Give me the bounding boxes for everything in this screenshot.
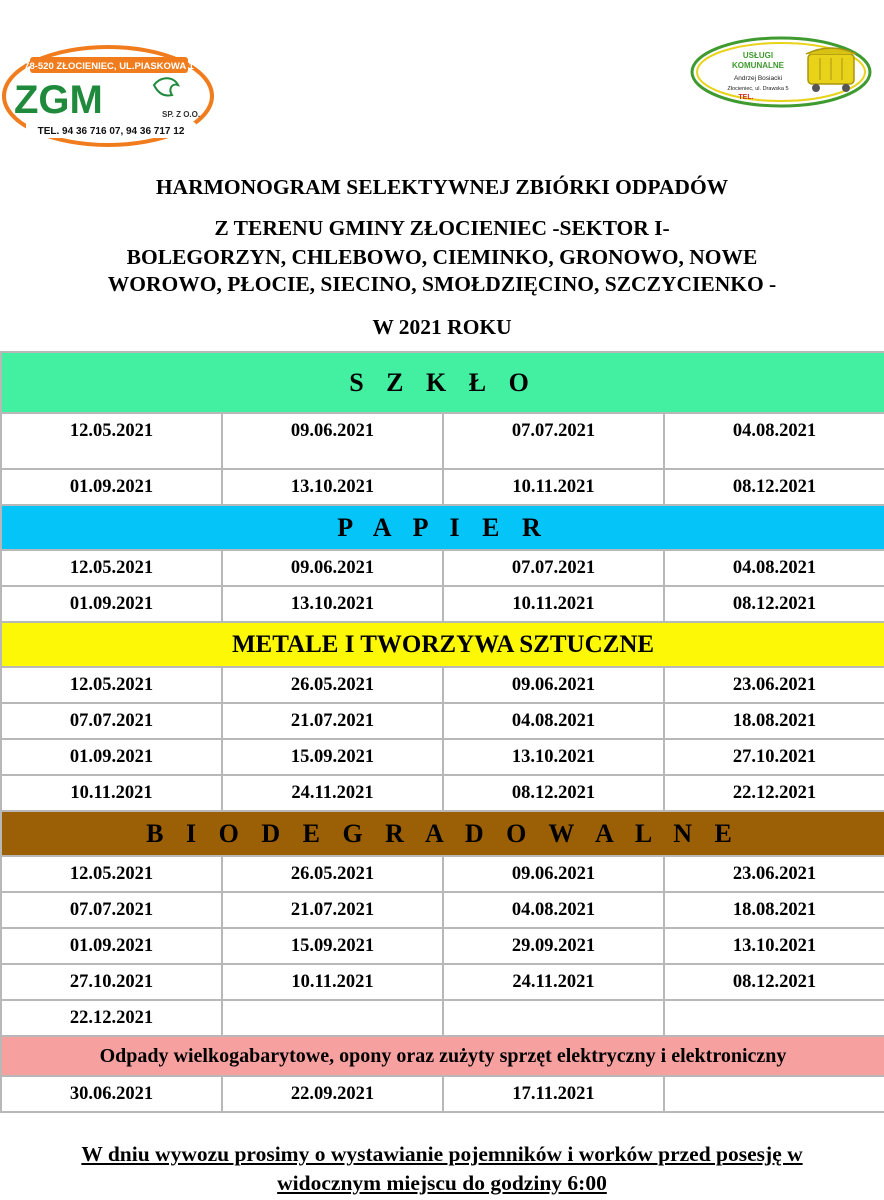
date-cell: 17.11.2021: [443, 1076, 664, 1112]
date-cell: 18.08.2021: [664, 703, 884, 739]
date-cell: 08.12.2021: [664, 469, 884, 505]
date-cell: 29.09.2021: [443, 928, 664, 964]
date-cell: 21.07.2021: [222, 703, 443, 739]
date-cell: 07.07.2021: [1, 892, 222, 928]
date-cell: 09.06.2021: [222, 550, 443, 586]
title-line-3: BOLEGORZYN, CHLEBOWO, CIEMINKO, GRONOWO, NOWE: [126, 245, 758, 269]
date-cell: 07.07.2021: [443, 413, 664, 469]
date-cell: [664, 1076, 884, 1112]
uslugi-komunalne-logo: [690, 36, 872, 108]
date-cell: 13.10.2021: [222, 586, 443, 622]
section-header-papier: P A P I E R: [1, 505, 884, 550]
date-cell: 22.09.2021: [222, 1076, 443, 1112]
date-cell: 09.06.2021: [222, 413, 443, 469]
date-cell: 24.11.2021: [222, 775, 443, 811]
date-cell: 01.09.2021: [1, 586, 222, 622]
date-cell: 04.08.2021: [443, 703, 664, 739]
date-cell: 22.12.2021: [664, 775, 884, 811]
footer-note: [0, 1140, 884, 1198]
date-cell: 23.06.2021: [664, 856, 884, 892]
date-cell: 21.07.2021: [222, 892, 443, 928]
zgm-phones: TEL. 94 36 716 07, 94 36 717 12: [37, 126, 185, 137]
date-cell: 12.05.2021: [1, 413, 222, 469]
section-header-wielkogabarytowe: Odpady wielkogabarytowe, opony oraz zużyty sprzęt elektryczny i elektroniczny: [1, 1036, 884, 1076]
date-cell: 09.06.2021: [443, 856, 664, 892]
date-cell: 04.08.2021: [443, 892, 664, 928]
logo-owner: Andrzej Bosiacki: [733, 75, 783, 82]
date-cell: 18.08.2021: [664, 892, 884, 928]
date-cell: 15.09.2021: [222, 739, 443, 775]
date-cell: 26.05.2021: [222, 856, 443, 892]
section-header-biodegradowalne: B I O D E G R A D O W A L N E: [1, 811, 884, 856]
date-cell: 23.06.2021: [664, 667, 884, 703]
date-cell: 10.11.2021: [443, 469, 664, 505]
title-line-1: HARMONOGRAM SELEKTYWNEJ ZBIÓRKI ODPADÓW: [155, 175, 729, 199]
date-cell: 27.10.2021: [664, 739, 884, 775]
date-cell: 07.07.2021: [443, 550, 664, 586]
date-cell: 12.05.2021: [1, 550, 222, 586]
date-cell: 10.11.2021: [222, 964, 443, 1000]
date-cell: 01.09.2021: [1, 928, 222, 964]
footer-line-2: widocznym miejscu do godziny 6:00: [277, 1171, 607, 1195]
section-header-metale: METALE I TWORZYWA SZTUCZNE: [1, 622, 884, 667]
date-cell: 26.05.2021: [222, 667, 443, 703]
date-cell: 13.10.2021: [443, 739, 664, 775]
zgm-logo: [2, 45, 214, 147]
logo-line2: KOMUNALNE: [732, 61, 784, 70]
logo-tel: TEL.: [738, 94, 754, 101]
date-cell: 08.12.2021: [664, 964, 884, 1000]
date-cell: 08.12.2021: [664, 586, 884, 622]
date-cell: 10.11.2021: [1, 775, 222, 811]
section-header-szklo: S Z K Ł O: [1, 352, 884, 413]
date-cell: 27.10.2021: [1, 964, 222, 1000]
zgm-suffix: SP. Z O.O.: [162, 110, 201, 119]
date-cell: [222, 1000, 443, 1036]
zgm-brand: ZGM: [14, 78, 103, 122]
date-cell: 24.11.2021: [443, 964, 664, 1000]
title-line-2: Z TERENU GMINY ZŁOCIENIEC -SEKTOR I-: [214, 216, 670, 240]
date-cell: 15.09.2021: [222, 928, 443, 964]
collection-schedule-table: [0, 351, 884, 1113]
date-cell: 04.08.2021: [664, 413, 884, 469]
date-cell: 12.05.2021: [1, 667, 222, 703]
date-cell: 07.07.2021: [1, 703, 222, 739]
logo-line1: USŁUGI: [742, 51, 774, 60]
date-cell: [443, 1000, 664, 1036]
date-cell: 10.11.2021: [443, 586, 664, 622]
date-cell: 12.05.2021: [1, 856, 222, 892]
date-cell: 13.10.2021: [664, 928, 884, 964]
date-cell: 22.12.2021: [1, 1000, 222, 1036]
footer-line-1: W dniu wywozu prosimy o wystawianie pojemników i worków przed posesję w: [81, 1142, 803, 1166]
date-cell: 09.06.2021: [443, 667, 664, 703]
title-line-5: W 2021 ROKU: [372, 315, 512, 339]
date-cell: 08.12.2021: [443, 775, 664, 811]
date-cell: 30.06.2021: [1, 1076, 222, 1112]
date-cell: 04.08.2021: [664, 550, 884, 586]
date-cell: 13.10.2021: [222, 469, 443, 505]
title-line-4: WOROWO, PŁOCIE, SIECINO, SMOŁDZIĘCINO, SZCZYCIENKO -: [107, 272, 777, 296]
date-cell: 01.09.2021: [1, 469, 222, 505]
logo-address: Złocieniec, ul. Drawska 5: [727, 86, 789, 92]
date-cell: 01.09.2021: [1, 739, 222, 775]
zgm-address: 78-520 ZŁOCIENIEC, UL.PIASKOWA 1: [24, 61, 194, 72]
date-cell: [664, 1000, 884, 1036]
